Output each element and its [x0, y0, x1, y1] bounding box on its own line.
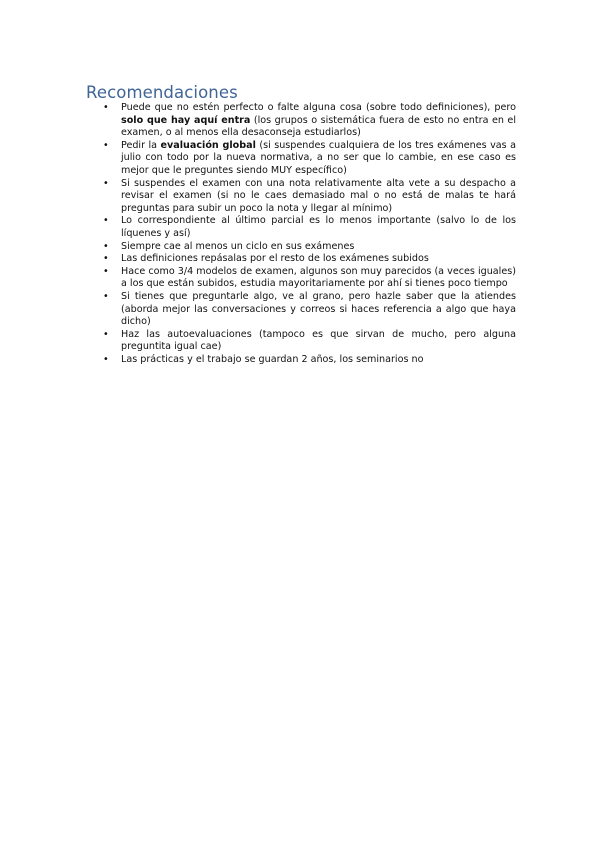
bullet-icon: •	[103, 240, 109, 252]
list-item	[103, 329, 516, 354]
list-item-text: Hace como 3/4 modelos de examen, algunos son muy parecidos (a veces iguales) a los que están subidos, estudia mayoritariamente por ahí si tienes poco tiempo	[121, 265, 516, 290]
list-item	[103, 291, 516, 329]
list-item	[103, 215, 516, 240]
list-item	[103, 178, 516, 216]
bullet-icon: •	[103, 265, 109, 277]
list-item-text: (si suspendes cualquiera de los tres exámenes vas a julio con todo por la nueva normativa, a no ser que lo cambie, en ese caso es mejor que le preguntes siendo MUY específico)	[121, 139, 516, 176]
section-heading: Recomendaciones	[86, 83, 238, 102]
list-item-text: Siempre cae al menos un ciclo en sus exámenes	[121, 240, 355, 252]
bullet-icon: •	[103, 139, 109, 151]
list-item	[103, 354, 516, 367]
list-item	[103, 241, 516, 254]
bullet-icon: •	[103, 328, 109, 340]
list-item-text: Las definiciones repásalas por el resto de los exámenes subidos	[121, 253, 429, 265]
list-item-text: Si tienes que preguntarle algo, ve al grano, pero hazle saber que la atiendes (aborda mejor las conversaciones y correos si haces referencia a algo que haya dicho)	[121, 290, 516, 328]
list-item-text: Lo correspondiente al último parcial es lo menos importante (salvo lo de los líquenes y así)	[121, 215, 516, 239]
list-item-text: Pedir la	[121, 139, 161, 151]
list-item	[103, 102, 516, 140]
bullet-icon: •	[103, 353, 109, 365]
emphasized-text: evaluación global	[160, 139, 256, 151]
list-item	[103, 253, 516, 266]
list-item	[103, 140, 516, 178]
bullet-icon: •	[103, 215, 109, 227]
bullet-icon: •	[103, 177, 109, 189]
list-item-text: Haz las autoevaluaciones (tampoco es que sirvan de mucho, pero alguna preguntita igual cae)	[121, 328, 516, 353]
bullet-icon: •	[103, 253, 109, 265]
list-item-text: (los grupos o sistemática fuera de esto no entra en el examen, o al menos ella desaconseja estudiarlos)	[121, 114, 516, 139]
recommendations-list	[103, 102, 516, 366]
emphasized-text: solo que hay aquí entra	[121, 114, 251, 126]
bullet-icon: •	[103, 102, 109, 113]
list-item-text: Puede que no estén perfecto o falte alguna cosa (sobre todo definiciones), pero	[121, 102, 516, 113]
bullet-icon: •	[103, 290, 109, 302]
list-item-text: Las prácticas y el trabajo se guardan 2 años, los seminarios no	[121, 353, 424, 365]
list-item-text: Si suspendes el examen con una nota relativamente alta vete a su despacho a revisar el examen (si no le caes demasiado mal o no está de malas te hará preguntas para subir un poco la nota y llegar al mínimo)	[121, 177, 516, 214]
list-item	[103, 266, 516, 291]
